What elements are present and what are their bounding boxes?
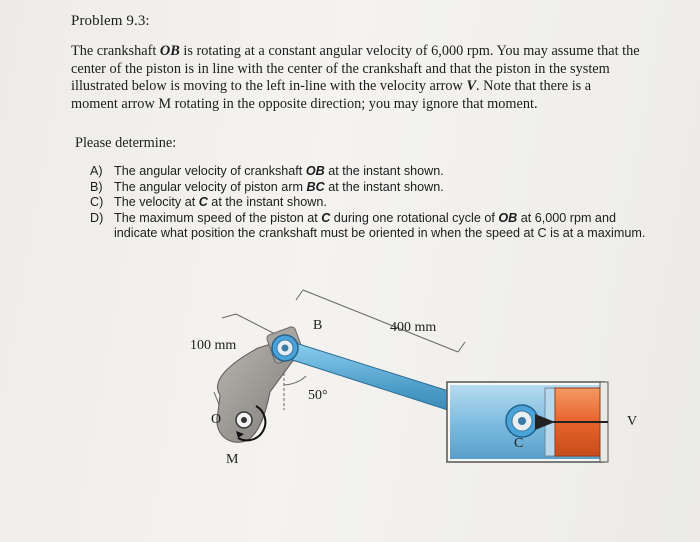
statement-ob: OB xyxy=(159,43,180,59)
question-b-bold-1: BC xyxy=(306,179,325,194)
label-400mm: 400 mm xyxy=(390,320,437,335)
statement-text-2: is rotating at a constant angular velocity of 6,000 rpm. You may assume that the center of the piston is in line with the center of the crankshaft and that the piston in the system illustrated below is moving to the left in-line with the velocity arrow xyxy=(71,43,640,94)
question-label: A) xyxy=(90,164,103,178)
question-b-text-1: The angular velocity of piston arm xyxy=(114,179,307,194)
label-c: C xyxy=(514,436,524,451)
problem-title: Problem 9.3: xyxy=(71,13,150,29)
statement-text-1: The crankshaft xyxy=(71,43,160,59)
statement-text-3: . Note that there is a moment arrow M rotating in the opposite direction; you may ignore that moment. xyxy=(71,78,592,112)
label-v: V xyxy=(627,414,638,429)
question-a-text-1: The angular velocity of crankshaft xyxy=(114,164,306,178)
question-a-text-2: at the instant shown. xyxy=(324,164,444,178)
question-a-bold-1: OB xyxy=(305,164,325,178)
statement-v: V xyxy=(466,78,477,94)
please-determine-heading: Please determine: xyxy=(75,135,177,151)
question-label: B) xyxy=(90,179,103,194)
question-d-bold-1: C xyxy=(321,210,331,225)
question-d-text-2: during one rotational cycle of xyxy=(330,210,499,225)
question-c-text-1: The velocity at xyxy=(114,195,199,210)
question-label: C) xyxy=(90,195,104,210)
question-label: D) xyxy=(90,210,104,225)
question-d-bold-2: OB xyxy=(498,210,518,225)
question-b-text-2: at the instant shown. xyxy=(324,179,444,194)
crank-pin-b xyxy=(272,335,298,361)
label-100mm: 100 mm xyxy=(190,338,237,353)
label-o: O xyxy=(211,412,222,427)
label-m: M xyxy=(226,452,239,467)
label-b: B xyxy=(313,318,323,333)
label-50-degrees: 50° xyxy=(308,388,328,403)
question-d-text-3: at 6,000 rpm and indicate what position the crankshaft must be oriented in when the speed at C is at a maximum. xyxy=(114,210,646,241)
question-c-bold-1: C xyxy=(198,195,208,210)
wrist-pin-c xyxy=(506,405,538,437)
question-c-text-2: at the instant shown. xyxy=(207,195,327,210)
question-d-text-1: The maximum speed of the piston at xyxy=(114,210,322,225)
